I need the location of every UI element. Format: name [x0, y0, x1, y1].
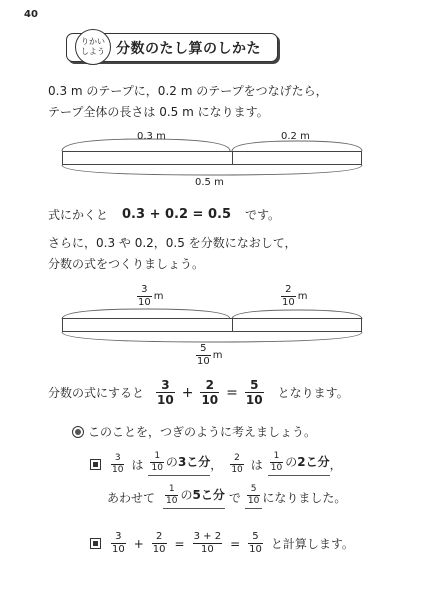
explanation-no-1: の	[165, 455, 178, 469]
fraction-expr-b: $\frac{2}{10}$	[201, 378, 219, 407]
badge-line-2: しよう	[81, 47, 105, 56]
explanation-wa-2: は	[250, 457, 263, 472]
circle-bullet-icon	[72, 426, 84, 438]
think-prompt: このことを，つぎのように考えましょう。	[88, 425, 317, 439]
explanation-count-1: 3こ分	[177, 455, 211, 469]
square-bullet-icon-2	[90, 538, 101, 549]
explanation-end: ，	[329, 457, 342, 472]
decimal-expr: 0.3 + 0.2 = 0.5	[122, 207, 231, 222]
tape2-total-unit: m	[212, 350, 223, 361]
intro-line-2: テープ全体の長さは 0.5 m になります。	[48, 105, 269, 119]
tape1-left-label: 0.3 m	[137, 131, 166, 142]
think-prompt-line	[72, 423, 316, 440]
calc-suffix: と計算します。	[270, 537, 354, 551]
calc-equals-2: =	[230, 536, 241, 551]
decimal-expr-suffix: です。	[245, 208, 281, 222]
badge-line-1: りかい	[81, 37, 105, 46]
square-bullet-icon	[90, 459, 101, 470]
tape1-total-label: 0.5 m	[195, 177, 224, 188]
decimal-expr-prefix: 式にかくと	[48, 208, 109, 222]
tape2-total-brace	[60, 331, 370, 345]
explanation-line2-count: 5こ分	[192, 488, 225, 502]
rikai-badge	[75, 29, 111, 65]
fraction-expression-line	[48, 379, 349, 406]
explanation-line2-de: で	[228, 490, 241, 505]
calc-c: $\frac{3 + 2}{10}$	[193, 531, 222, 555]
calc-d: $\frac{5}{10}$	[249, 531, 262, 555]
explanation-line2-prefix: あわせて	[107, 490, 156, 505]
explanation-count-2: 2こ分	[297, 455, 330, 469]
tape2-bar	[62, 318, 362, 332]
page-title: 分数のたし算のしかた	[116, 41, 261, 57]
fraction-intro-line-1: さらに，0.3 や 0.2，0.5 を分数になおして，	[48, 236, 297, 250]
fraction-expr-equals: =	[226, 384, 238, 401]
fraction-expr-suffix: となります。	[277, 386, 349, 400]
fraction-expr-a: $\frac{3}{10}$	[157, 378, 174, 407]
tape2-total-fraction: $\frac{5}{10}$	[197, 343, 210, 367]
intro-line-1: 0.3 m のテープに，0.2 m のテープをつなげたら，	[48, 84, 328, 98]
explanation-no-2: の	[285, 455, 298, 469]
explanation-line2-f2: $\frac{5}{10}$	[247, 484, 260, 506]
decimal-expression-line	[48, 206, 280, 223]
explanation-wa-1: は	[131, 457, 144, 472]
tape2-left-unit: m	[153, 291, 164, 302]
calc-b: $\frac{2}{10}$	[152, 531, 166, 555]
explanation-line2-suffix: になりました。	[262, 490, 347, 505]
tape1-total-brace	[60, 164, 370, 178]
calc-a: $\frac{3}{10}$	[112, 531, 125, 555]
tape1-bar	[62, 151, 362, 165]
explanation-f2: $\frac{1}{10}$	[151, 451, 163, 473]
tape1-divider	[232, 151, 233, 165]
tape1-braces	[60, 131, 370, 153]
explanation-underline-2	[268, 452, 330, 476]
tape2-right-label	[279, 285, 307, 308]
explanation-f4: $\frac{1}{10}$	[270, 451, 283, 473]
explanation-line2-f1: $\frac{1}{10}$	[166, 484, 178, 506]
page-number: 40	[24, 9, 38, 20]
tape2-right-unit: m	[297, 291, 308, 302]
explanation-line-1	[90, 452, 342, 476]
explanation-f3: $\frac{2}{10}$	[231, 452, 243, 475]
tape2-total-label	[194, 344, 222, 367]
tape2-divider	[232, 318, 233, 332]
explanation-f1: $\frac{3}{10}$	[112, 452, 124, 475]
explanation-underline-3	[163, 485, 225, 509]
tape2-left-fraction: $\frac{3}{10}$	[138, 284, 151, 308]
explanation-underline-4	[245, 485, 262, 509]
explanation-underline-1	[148, 452, 210, 476]
fraction-expr-plus: +	[181, 384, 194, 401]
tape2-right-fraction: $\frac{2}{10}$	[282, 284, 295, 308]
calc-equals-1: =	[174, 536, 185, 551]
explanation-sep: ，	[210, 457, 223, 472]
fraction-expr-prefix: 分数の式にすると	[48, 386, 145, 400]
fraction-intro-line-2: 分数の式をつくりましょう。	[48, 257, 205, 271]
fraction-expr-c: $\frac{5}{10}$	[245, 378, 263, 407]
calculation-line	[90, 532, 354, 555]
explanation-line-2	[107, 485, 346, 509]
tape1-right-label: 0.2 m	[281, 131, 310, 142]
tape2-left-label	[135, 285, 163, 308]
calc-plus: +	[133, 536, 144, 551]
explanation-line2-no: の	[180, 488, 193, 502]
